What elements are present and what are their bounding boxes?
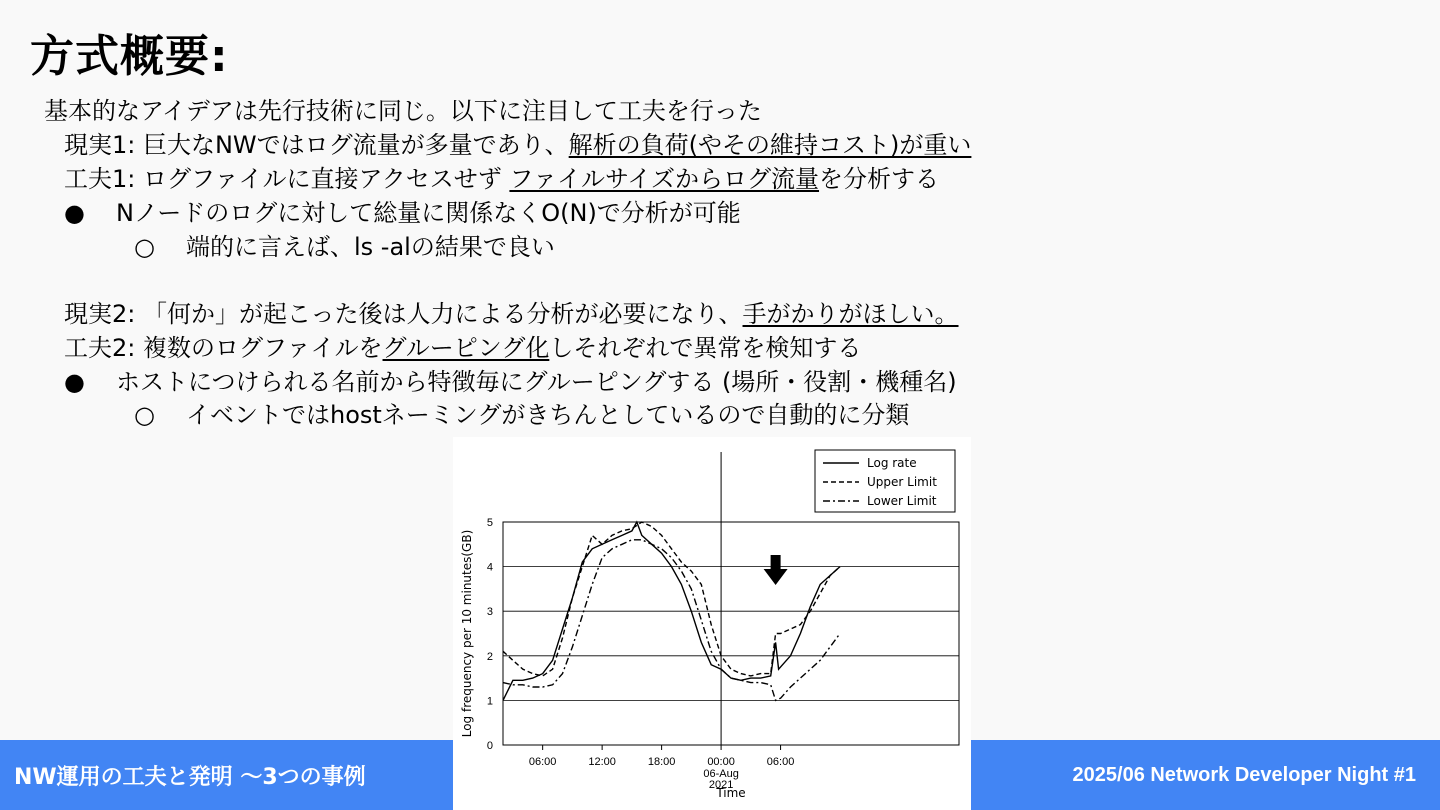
- solution-1: [64, 164, 939, 194]
- bullet-circle-icon: ○: [134, 401, 155, 429]
- solution-1-suffix: を分析する: [819, 165, 940, 193]
- solution-1-prefix: 工夫1: ログファイルに直接アクセスせず: [64, 165, 510, 193]
- y-tick-label: 3: [486, 606, 493, 619]
- bullet-1: [64, 198, 741, 228]
- slide-title: 方式概要:: [30, 31, 229, 82]
- series-line-lower-limit: [503, 540, 840, 701]
- y-axis-label: Log frequency per 10 minutes(GB): [460, 529, 474, 738]
- y-tick-label: 1: [486, 695, 493, 708]
- reality-1-underlined: 解析の負荷(やその維持コスト)が重い: [568, 131, 972, 159]
- reality-2-prefix: 現実2: 「何か」が起こった後は人力による分析が必要になり、: [64, 300, 743, 328]
- x-tick-label: 06:00: [766, 756, 795, 768]
- sub-bullet-2-text: イベントではhostネーミングがきちんとしているので自動的に分類: [186, 401, 910, 429]
- plot-frame: [503, 522, 959, 745]
- x-tick-label: 06:00: [528, 756, 557, 768]
- bullet-dot-icon: ●: [64, 368, 85, 396]
- reality-1: [64, 130, 971, 160]
- sub-bullet-1: [134, 232, 555, 262]
- legend-label: Upper Limit: [867, 475, 937, 489]
- intro-text: 基本的なアイデアは先行技術に同じ。以下に注目して工夫を行った: [44, 97, 762, 125]
- sub-bullet-2: [134, 400, 909, 430]
- solution-2: [64, 333, 861, 363]
- x-tick-label: 18:00: [647, 756, 676, 768]
- footer-event-name: 2025/06 Network Developer Night #1: [1072, 764, 1416, 786]
- x-tick-label: 12:00: [588, 756, 616, 768]
- solution-2-prefix: 工夫2: 複数のログファイルを: [64, 334, 383, 362]
- y-tick-label: 5: [486, 517, 493, 529]
- chart-svg: [453, 437, 971, 810]
- bullet-2-text: ホストにつけられる名前から特徴毎にグルーピングする (場所・役割・機種名): [116, 368, 957, 396]
- x-axis-label: Time: [716, 786, 746, 800]
- reality-2-underlined: 手がかりがほしい。: [742, 300, 959, 328]
- y-tick-label: 4: [486, 561, 493, 574]
- date-annotation: 2021: [708, 779, 734, 791]
- reality-1-prefix: 現実1: 巨大なNWではログ流量が多量であり、: [64, 131, 569, 159]
- series-line-upper-limit: [503, 522, 840, 676]
- solution-2-underlined: グルーピング化: [382, 334, 550, 362]
- x-tick-label: 00:00: [707, 756, 735, 768]
- bullet-2: [64, 367, 957, 397]
- bullet-1-text: Nノードのログに対して総量に関係なくO(N)で分析が可能: [116, 199, 741, 227]
- bullet-circle-icon: ○: [134, 233, 155, 261]
- solution-2-suffix: しそれぞれで異常を検知する: [549, 334, 862, 362]
- y-tick-label: 2: [486, 650, 493, 663]
- down-arrow-icon: [764, 555, 788, 585]
- date-annotation: 06-Aug: [703, 768, 739, 780]
- solution-1-underlined: ファイルサイズからログ流量: [509, 165, 820, 193]
- y-tick-label: 0: [486, 740, 493, 752]
- sub-bullet-1-text: 端的に言えば、ls -alの結果で良い: [186, 233, 555, 261]
- reality-2: [64, 299, 959, 329]
- bullet-dot-icon: ●: [64, 199, 85, 227]
- legend-label: Log rate: [867, 456, 917, 470]
- footer-presentation-title: NW運用の工夫と発明 〜3つの事例: [14, 765, 366, 790]
- log-frequency-chart: [453, 437, 971, 810]
- legend-label: Lower Limit: [867, 494, 937, 508]
